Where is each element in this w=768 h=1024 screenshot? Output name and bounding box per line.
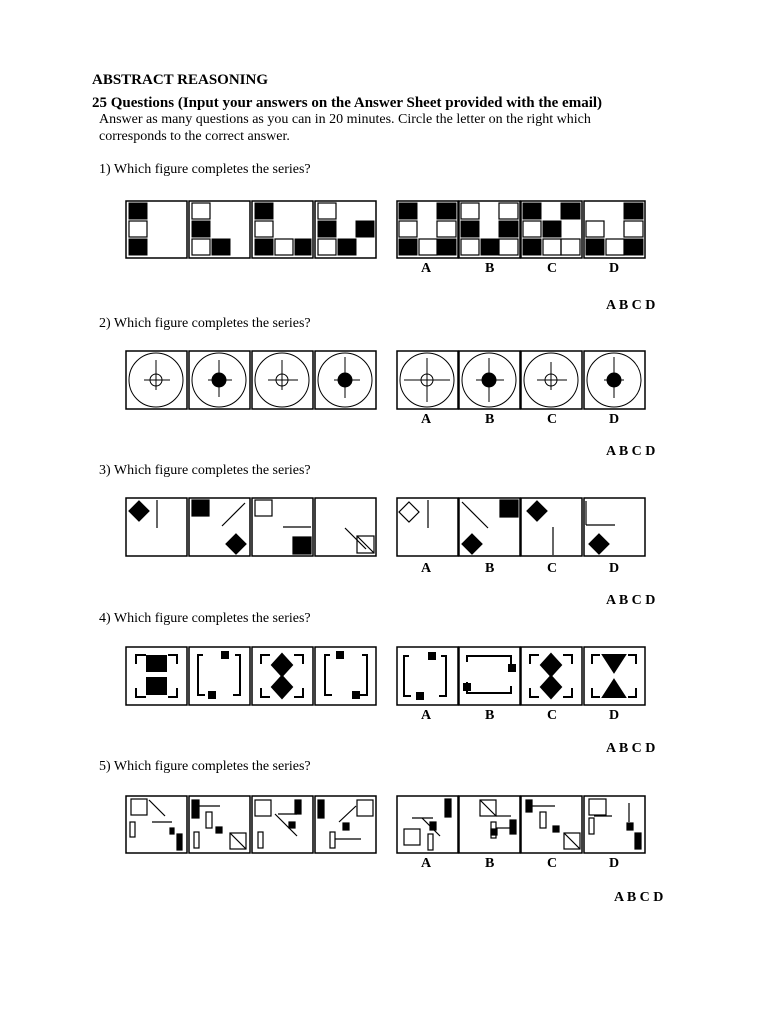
question-text: Which figure completes the series? <box>113 759 311 774</box>
square-icon <box>624 221 643 237</box>
option-label-b[interactable]: B <box>485 856 495 871</box>
square-icon <box>318 221 336 237</box>
option-label-c[interactable]: C <box>547 856 558 871</box>
square-icon <box>353 692 359 698</box>
square-icon <box>543 221 561 237</box>
square-icon <box>343 823 349 830</box>
square-icon <box>419 239 437 255</box>
square-icon <box>430 822 436 830</box>
option-label-d[interactable]: D <box>609 261 620 276</box>
answer-choices-q1[interactable]: A B C D <box>606 298 656 313</box>
bar-icon <box>130 822 135 837</box>
instructions-line-1: Answer as many questions as you can in 20 minutes. Circle the letter on the right which <box>99 112 591 127</box>
option-label-c[interactable]: C <box>547 708 558 723</box>
bar-icon <box>428 834 433 850</box>
diamond-icon <box>272 654 292 676</box>
square-icon <box>523 239 541 255</box>
question-text: Which figure completes the series? <box>113 611 311 626</box>
option-label-d[interactable]: D <box>609 412 620 427</box>
square-icon <box>523 203 541 219</box>
diamond-icon <box>589 534 609 554</box>
option-label-a[interactable]: A <box>421 708 432 723</box>
bar-icon <box>177 834 182 850</box>
square-icon <box>606 239 624 255</box>
question-number: 1) <box>99 162 111 177</box>
diamond-icon <box>541 654 561 676</box>
square-icon <box>255 203 273 219</box>
square-icon <box>293 537 311 554</box>
square-icon <box>491 829 497 835</box>
bar-icon <box>540 812 546 828</box>
square-icon <box>255 800 271 816</box>
answer-choices-q5[interactable]: A B C D <box>614 890 664 905</box>
dot-icon <box>482 373 496 387</box>
square-icon <box>318 239 336 255</box>
square-icon <box>499 239 518 255</box>
diamond-icon <box>399 502 419 522</box>
q1-figures <box>126 201 645 258</box>
question-number: 2) <box>99 316 111 331</box>
square-icon <box>399 239 417 255</box>
page-title: ABSTRACT REASONING <box>92 72 269 88</box>
square-icon <box>289 822 295 828</box>
square-icon <box>147 678 166 694</box>
square-icon <box>543 239 561 255</box>
triangle-icon <box>603 655 625 672</box>
option-label-a[interactable]: A <box>421 561 432 576</box>
square-icon <box>147 656 166 671</box>
bar-icon <box>295 800 301 814</box>
q5-frame-3 <box>252 796 313 853</box>
square-icon <box>318 203 336 219</box>
square-icon <box>356 221 374 237</box>
q3-figures <box>126 498 645 556</box>
square-icon <box>437 239 456 255</box>
bar-icon <box>589 818 594 834</box>
square-icon <box>461 221 479 237</box>
square-icon <box>129 239 147 255</box>
diamond-icon <box>541 676 561 698</box>
diamond-icon <box>129 501 149 521</box>
option-label-b[interactable]: B <box>485 412 495 427</box>
diamond-icon <box>272 676 292 698</box>
option-label-b[interactable]: B <box>485 261 495 276</box>
option-label-b[interactable]: B <box>485 561 495 576</box>
square-icon <box>337 652 343 658</box>
option-label-c[interactable]: C <box>547 261 558 276</box>
square-icon <box>624 239 643 255</box>
option-label-c[interactable]: C <box>547 561 558 576</box>
square-icon <box>553 826 559 832</box>
square-icon <box>192 500 209 516</box>
option-label-d[interactable]: D <box>609 856 620 871</box>
square-icon <box>589 799 606 815</box>
square-icon <box>192 239 210 255</box>
option-label-d[interactable]: D <box>609 561 620 576</box>
square-icon <box>129 221 147 237</box>
bar-icon <box>526 800 532 812</box>
question-text: Which figure completes the series? <box>113 316 311 331</box>
square-icon <box>255 221 273 237</box>
diamond-icon <box>462 534 482 554</box>
square-icon <box>212 239 230 255</box>
q4-figures <box>126 647 645 705</box>
square-icon <box>255 500 272 516</box>
bar-icon <box>318 800 324 818</box>
square-icon <box>429 653 435 659</box>
triangle-icon <box>603 680 625 697</box>
bar-icon <box>510 820 516 834</box>
square-icon <box>338 239 356 255</box>
square-icon <box>129 203 147 219</box>
dot-icon <box>212 373 226 387</box>
bar-icon <box>635 833 641 849</box>
square-icon <box>275 239 293 255</box>
q3-option-c <box>521 498 582 556</box>
square-icon <box>209 692 215 698</box>
option-label-a[interactable]: A <box>421 856 432 871</box>
bar-icon <box>170 828 174 834</box>
dot-icon <box>338 373 352 387</box>
square-icon <box>500 500 518 517</box>
q2-figures <box>126 351 645 409</box>
square-icon <box>417 693 423 699</box>
square-icon <box>437 221 456 237</box>
square-icon <box>481 239 499 255</box>
dot-icon <box>607 373 621 387</box>
bar-icon <box>445 799 451 817</box>
square-icon <box>222 652 228 658</box>
square-icon <box>399 221 417 237</box>
page-subtitle: 25 Questions (Input your answers on the Answer Sheet provided with the email) <box>92 95 603 111</box>
square-icon <box>295 239 311 255</box>
answer-choices-q3[interactable]: A B C D <box>606 593 656 608</box>
option-label-a[interactable]: A <box>421 261 432 276</box>
square-icon <box>586 239 604 255</box>
square-icon <box>464 684 470 690</box>
instructions-line-2: corresponds to the correct answer. <box>99 129 290 144</box>
square-icon <box>192 221 210 237</box>
square-icon <box>192 203 210 219</box>
square-icon <box>404 829 420 845</box>
diamond-icon <box>527 501 547 521</box>
diamond-icon <box>226 534 246 554</box>
answer-choices-q2[interactable]: A B C D <box>606 444 656 459</box>
question-text: Which figure completes the series? <box>113 162 311 177</box>
bar-icon <box>330 832 335 848</box>
q5-figures <box>126 796 645 853</box>
option-label-c[interactable]: C <box>547 412 558 427</box>
bar-icon <box>206 812 212 828</box>
square-icon <box>624 203 643 219</box>
option-label-d[interactable]: D <box>609 708 620 723</box>
square-icon <box>461 203 479 219</box>
square-icon <box>499 203 518 219</box>
option-label-a[interactable]: A <box>421 412 432 427</box>
square-icon <box>627 823 633 830</box>
answer-choices-q4[interactable]: A B C D <box>606 741 656 756</box>
question-text: Which figure completes the series? <box>113 463 311 478</box>
square-icon <box>357 800 373 816</box>
option-label-b[interactable]: B <box>485 708 495 723</box>
bar-icon <box>192 800 199 818</box>
question-number: 5) <box>99 759 111 774</box>
square-icon <box>437 203 456 219</box>
question-number: 3) <box>99 463 111 478</box>
square-icon <box>255 239 273 255</box>
square-icon <box>131 799 147 815</box>
question-number: 4) <box>99 611 111 626</box>
square-icon <box>461 239 479 255</box>
bar-icon <box>194 832 199 848</box>
q3-frame-4 <box>315 498 376 556</box>
square-icon <box>561 203 580 219</box>
square-icon <box>399 203 417 219</box>
square-icon <box>509 665 515 671</box>
square-icon <box>216 827 222 833</box>
square-icon <box>561 239 580 255</box>
square-icon <box>523 221 541 237</box>
bar-icon <box>258 832 263 848</box>
square-icon <box>586 221 604 237</box>
square-icon <box>499 221 518 237</box>
